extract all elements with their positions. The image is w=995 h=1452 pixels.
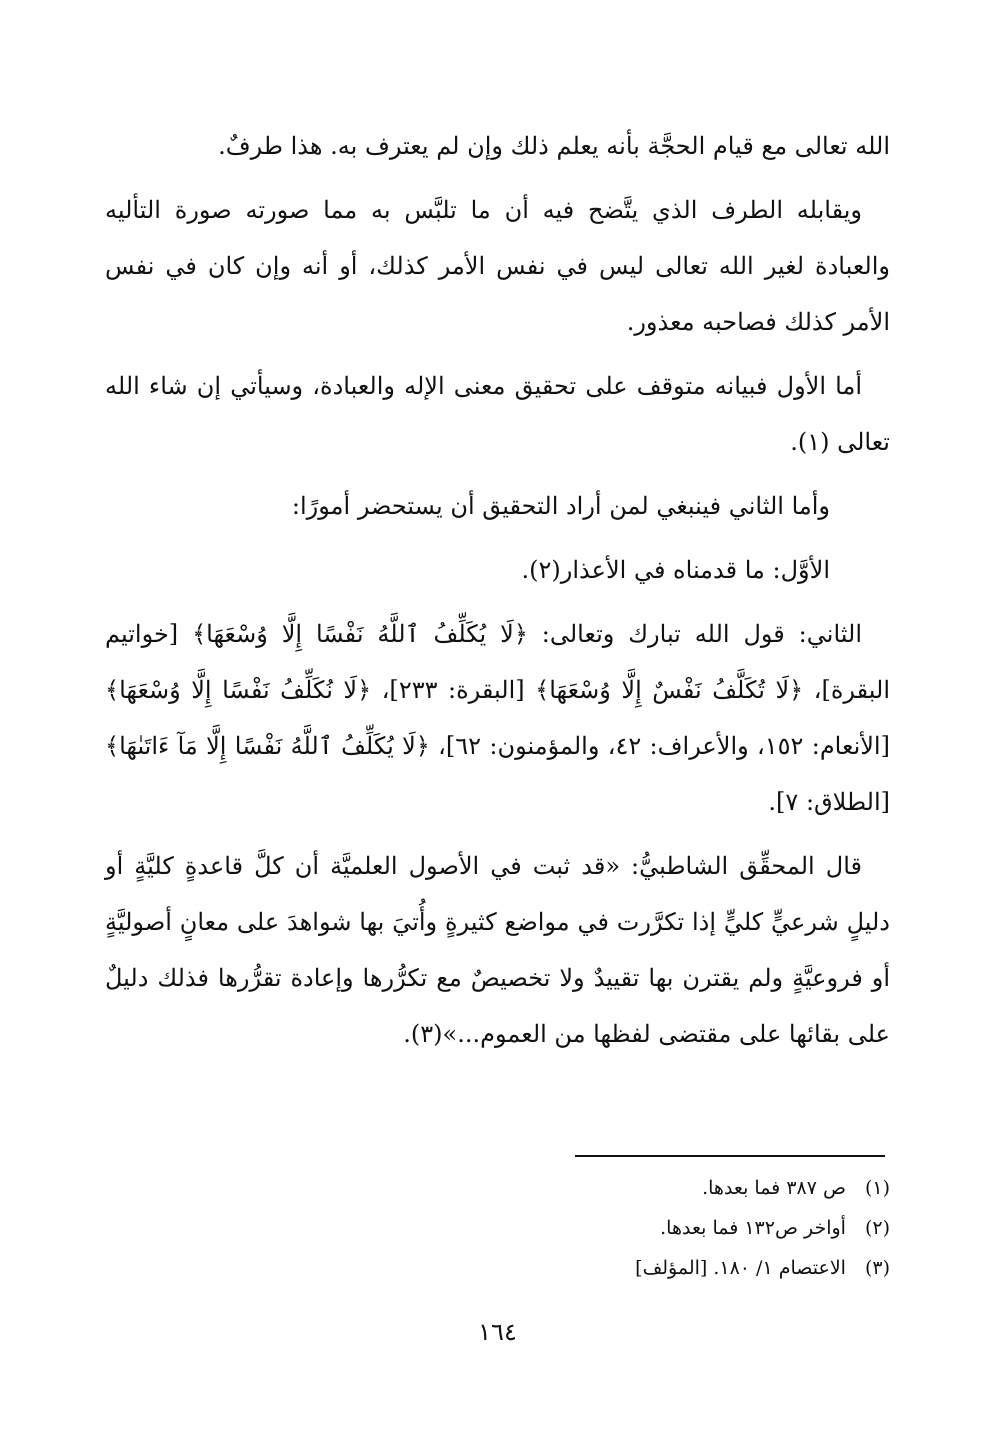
footnote-separator <box>575 1155 885 1157</box>
footnote-text: الاعتصام ١/ ١٨٠. [المؤلف] <box>635 1257 846 1279</box>
paragraph-2: ويقابله الطرف الذي يتَّضح فيه أن ما تلبَّس به مما صورته صورة التأليه والعبادة لغير الله تعالى ليس في نفس الأمر كذلك، أو أنه وإن كان في نفس الأمر كذلك فصاحبه معذور. <box>105 196 890 336</box>
paragraph-1: الله تعالى مع قيام الحجَّة بأنه يعلم ذلك وإن لم يعترف به. هذا طرفٌ. <box>218 132 890 160</box>
footnote-3 <box>470 1248 890 1288</box>
footnote-number: (٢) <box>864 1217 890 1239</box>
paragraph-7-shatibi-quote: قال المحقِّق الشاطبيُّ: «قد ثبت في الأصول العلميَّة أن كلَّ قاعدةٍ كليَّةٍ أو دليلٍ شرعيٍّ كليٍّ إذا تكرَّرت في مواضع كثيرةٍ وأُتيَ بها شواهدَ على معانٍ أصوليَّةٍ أو فروعيَّةٍ ولم يقترن بها تقييدٌ ولا تخصيصٌ مع تكرُّرها وإعادة تقرُّرها فذلك دليلٌ على بقائها على مقتضى لفظها من العموم...»(٣). <box>105 852 890 1048</box>
paragraph-4: وأما الثاني فينبغي لمن أراد التحقيق أن يستحضر أمورًا: <box>291 492 830 520</box>
paragraph-5: الأوَّل: ما قدمناه في الأعذار(٢). <box>521 556 830 584</box>
footnote-number: (٣) <box>864 1257 890 1279</box>
page-body <box>105 118 890 1070</box>
footnote-text: ص ٣٨٧ فما بعدها. <box>702 1177 846 1199</box>
page-number: ١٦٤ <box>478 1318 517 1346</box>
footnote-2 <box>470 1208 890 1248</box>
footnotes <box>470 1168 890 1288</box>
paragraph-6-quran-verses: الثاني: قول الله تبارك وتعالى: ﴿لَا يُكَلِّفُ ٱللَّهُ نَفْسًا إِلَّا وُسْعَهَا﴾ [خواتيم البقرة]، ﴿لَا تُكَلَّفُ نَفْسٌ إِلَّا وُسْعَهَا﴾ [البقرة: ٢٣٣]، ﴿لَا نُكَلِّفُ نَفْسًا إِلَّا وُسْعَهَا﴾ [الأنعام: ١٥٢، والأعراف: ٤٢، والمؤمنون: ٦٢]، ﴿لَا يُكَلِّفُ ٱللَّهُ نَفْسًا إِلَّا مَآ ءَاتَىٰهَا﴾ [الطلاق: ٧]. <box>105 620 891 816</box>
footnote-number: (١) <box>864 1177 890 1199</box>
footnote-1 <box>470 1168 890 1208</box>
paragraph-3: أما الأول فبيانه متوقف على تحقيق معنى الإله والعبادة، وسيأتي إن شاء الله تعالى (١). <box>105 372 890 456</box>
footnote-text: أواخر ص١٣٢ فما بعدها. <box>660 1217 846 1239</box>
